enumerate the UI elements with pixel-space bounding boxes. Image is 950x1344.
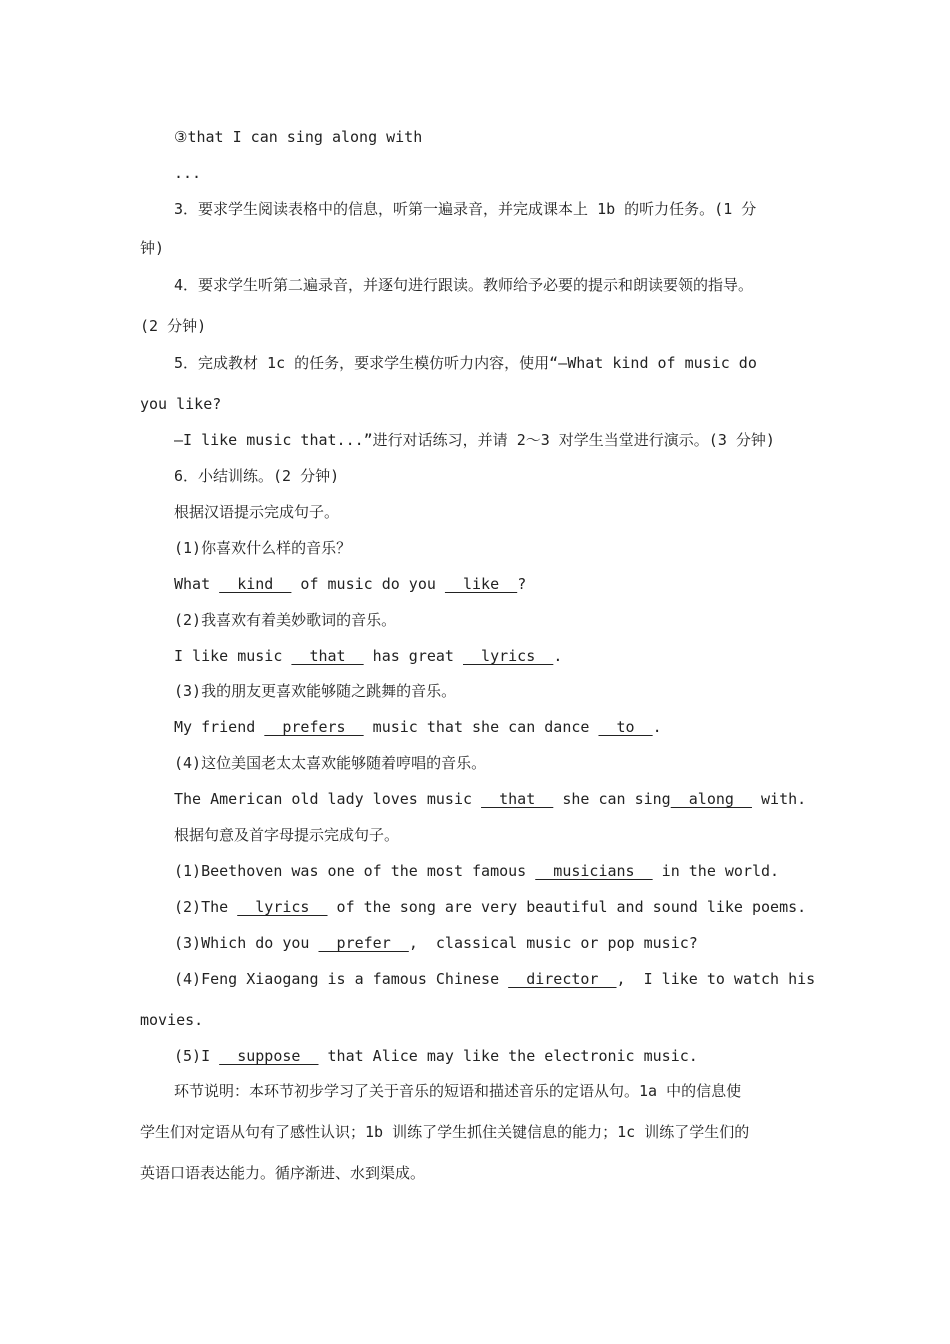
- answer-blank: lyrics: [237, 898, 328, 916]
- s1-q3-chinese: (3)我的朋友更喜欢能够随之跳舞的音乐。: [174, 682, 457, 700]
- answer-blank: to: [598, 718, 653, 736]
- step-5-line-2: you like?: [140, 395, 222, 413]
- s2-q2-sentence: (2)The lyrics of the song are very beautiful and sound like poems.: [174, 898, 807, 916]
- answer-blank: kind: [219, 575, 292, 593]
- note-line-3: 英语口语表达能力。循序渐进、水到渠成。: [140, 1164, 426, 1182]
- step-6: 6．小结训练。(2 分钟): [174, 467, 340, 485]
- s1-q1-sentence: What kind of music do you like ?: [174, 575, 527, 593]
- answer-blank: along: [670, 790, 752, 808]
- answer-blank: that: [291, 647, 364, 665]
- answer-blank: lyrics: [463, 647, 554, 665]
- step-5-line-3: —I like music that...”进行对话练习，并请 2～3 对学生当堂进行演示。(3 分钟): [174, 431, 775, 449]
- item-3-text: ③that I can sing along with: [174, 128, 423, 146]
- section-1-heading: 根据汉语提示完成句子。: [174, 503, 340, 521]
- answer-blank: suppose: [219, 1047, 319, 1065]
- s1-q4-sentence: The American old lady loves music that she can sing along with.: [174, 790, 807, 808]
- s1-q4-chinese: (4)这位美国老太太喜欢能够随着哼唱的音乐。: [174, 754, 487, 772]
- step-5-line-1: 5．完成教材 1c 的任务，要求学生模仿听力内容，使用“—What kind of music do: [174, 354, 757, 372]
- answer-blank: like: [444, 575, 518, 593]
- step-4-line-2: (2 分钟): [140, 317, 207, 335]
- answer-blank: prefer: [318, 934, 409, 952]
- answer-blank: musicians: [535, 862, 653, 880]
- s2-q1-sentence: (1)Beethoven was one of the most famous musicians in the world.: [174, 862, 780, 880]
- s2-q4-continuation: movies.: [140, 1011, 204, 1029]
- s1-q1-chinese: (1)你喜欢什么样的音乐？: [174, 539, 352, 557]
- answer-blank: that: [481, 790, 554, 808]
- s1-q2-chinese: (2)我喜欢有着美妙歌词的音乐。: [174, 611, 397, 629]
- note-line-1: 环节说明：本环节初步学习了关于音乐的短语和描述音乐的定语从句。1a 中的信息使: [174, 1082, 742, 1100]
- s1-q3-sentence: My friend prefers music that she can dance to .: [174, 718, 662, 736]
- s2-q5-sentence: (5)I suppose that Alice may like the electronic music.: [174, 1047, 698, 1065]
- step-4-line-1: 4．要求学生听第二遍录音，并逐句进行跟读。教师给予必要的提示和朗读要领的指导。: [174, 276, 754, 294]
- step-3-line-1: 3．要求学生阅读表格中的信息，听第一遍录音，并完成课本上 1b 的听力任务。(1 分: [174, 200, 757, 218]
- note-line-2: 学生们对定语从句有了感性认识；1b 训练了学生抓住关键信息的能力；1c 训练了学生们的: [140, 1123, 750, 1141]
- step-3-line-2: 钟): [140, 239, 165, 257]
- s1-q2-sentence: I like music that has great lyrics .: [174, 647, 563, 665]
- answer-blank: director: [508, 970, 617, 988]
- section-2-heading: 根据句意及首字母提示完成句子。: [174, 826, 400, 844]
- s2-q3-sentence: (3)Which do you prefer , classical music or pop music?: [174, 934, 698, 952]
- answer-blank: prefers: [264, 718, 364, 736]
- s2-q4-sentence: (4)Feng Xiaogang is a famous Chinese director , I like to watch his: [174, 970, 816, 988]
- ellipsis: ...: [174, 164, 202, 182]
